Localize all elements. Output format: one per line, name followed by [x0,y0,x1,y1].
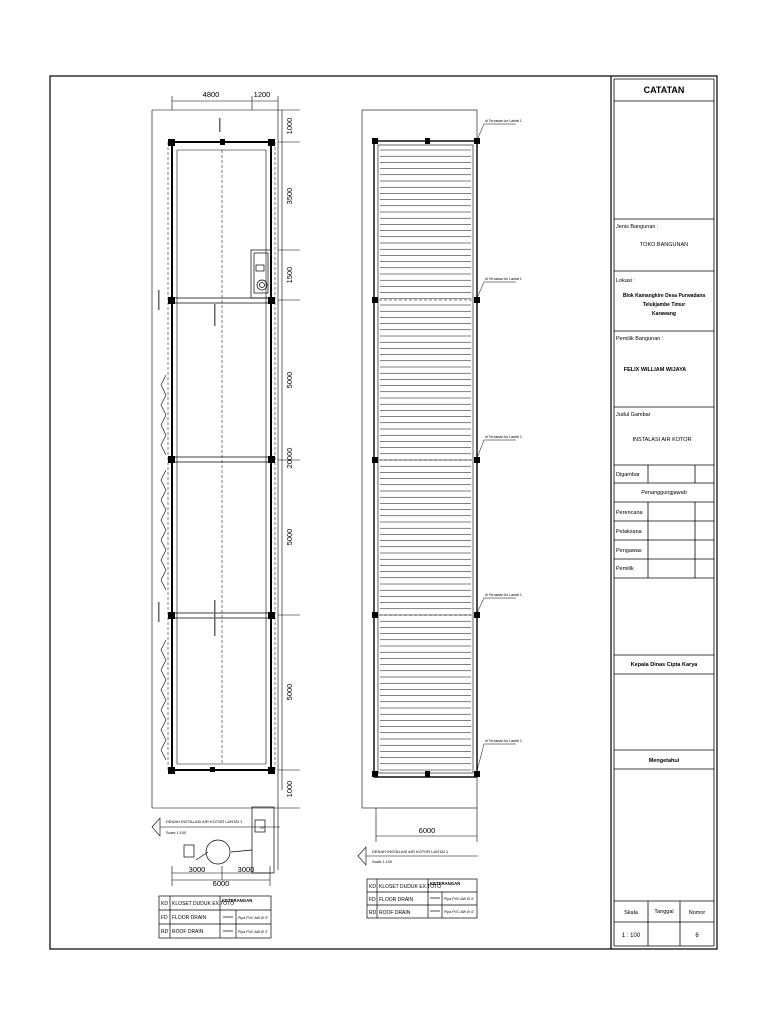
st-label: ST [260,825,266,830]
zigzag-line [161,640,166,760]
dim-right-3: 1500 [285,266,294,284]
dim-right-total: 20000 [285,447,294,469]
legend-right-header: KETERANGAN [430,881,461,886]
legend-right-note-2: Pipa PVC AW Ø 3" [444,897,475,901]
legend-table-left [159,896,271,938]
lokasi-line-2: Telukjambe Timur [642,302,686,308]
callout-3: di Teruskan ke Lantai 1 [485,435,522,439]
callout-2: di Teruskan ke Lantai 1 [485,277,522,281]
legend-left-name-1: KLOSET DUDUK EX.TOTO [172,901,234,907]
perencana-label: Perencana [616,510,643,516]
tanggal-label: Tanggal [654,909,674,915]
penanggungjawab-label: Penanggungjawab [641,490,687,496]
pelaksana-label: Pelaksana [616,529,642,535]
right-plan-scale: Scale 1:100 [372,860,393,864]
callout-5: di Teruskan ke Lantai 1 [485,739,522,743]
dim-top-4800: 4800 [202,90,220,99]
pengawas-label: Pengawas [616,548,642,554]
legend-right-code-1: KD [369,884,376,890]
legend-right-note-3: Pipa PVC AW Ø 4" [444,910,475,914]
legend-right-name-3: ROOF DRAIN [379,910,411,916]
dim-right-7: 1000 [285,780,294,798]
legend-left-code-2: FD [161,915,168,921]
mengetahui-label: Mengetahui [648,758,680,764]
right-roof-plan [358,110,522,865]
dim-right-6: 5000 [285,683,294,701]
legend-left-code-1: KD [161,901,168,907]
jenis-bangunan-label: Jenis Bangunan : [616,224,659,230]
kepala-dinas-label: Kepala Dinas Cipta Karya [630,662,698,668]
legend-right-code-3: RD [369,910,377,916]
dim-right-1: 1000 [285,117,294,135]
dim-bottom-6000: 6000 [212,879,230,888]
skala-label: Skala [624,910,638,916]
nomor-label: Nomor [688,910,706,916]
pemilik-bangunan-value: FELIX WILLIAM WIJAYA [623,367,687,373]
left-floor-plan [152,90,300,888]
legend-table-right [367,879,477,918]
right-dim-6000: 6000 [418,826,436,835]
jenis-bangunan-value: TOKO BANGUNAN [639,242,689,248]
legend-left-name-3: ROOF DRAIN [172,929,204,935]
dim-bottom-3000-a: 3000 [188,865,206,874]
skala-value: 1 : 100 [621,933,641,939]
legend-left-code-3: RD [161,929,169,935]
digambar-label: Digambar [616,472,640,478]
legend-right-name-1: KLOSET DUDUK EX.TOTO [379,884,441,890]
callout-4: di Teruskan ke Lantai 1 [485,593,522,597]
lokasi-line-1: Blok Kamangkire Desa Purwadana [622,293,706,299]
legend-right-code-2: FD [369,897,376,903]
lokasi-line-3: Karawang [652,311,676,317]
nomor-value: 6 [695,933,699,939]
judul-gambar-value: INSTALASI AIR KOTOR [632,437,692,443]
lokasi-label: Lokasi : [616,278,635,284]
dim-right-4: 5000 [285,371,294,389]
pemilik-label: Pemilik [616,566,634,572]
legend-left-note-2: Pipa PVC AW Ø 3" [238,916,269,920]
dim-right-5: 5000 [285,528,294,546]
left-plan-scale: Scale 1:100 [166,831,187,835]
callout-1: di Teruskan ke Lantai 1 [485,119,522,123]
legend-left-name-2: FLOOR DRAIN [172,915,207,921]
legend-left-note-3: Pipa PVC AW Ø 4" [238,930,269,934]
dim-right-2: 3500 [285,187,294,205]
left-plan-caption: DENAH INSTALASI AIR KOTOR LANTAI 1 [166,819,243,824]
catatan-header: CATATAN [643,85,685,95]
legend-left-header: KETERANGAN [222,898,253,903]
judul-gambar-label: Judul Gambar [616,412,651,418]
dim-bottom-3000-b: 3000 [237,865,255,874]
right-plan-caption: DENAH INSTALASI AIR KOTOR LANTAI 1 [372,849,449,854]
legend-right-name-2: FLOOR DRAIN [379,897,414,903]
pemilik-bangunan-label: Pemilik Bangunan : [616,336,664,342]
dim-top-1200: 1200 [253,90,271,99]
